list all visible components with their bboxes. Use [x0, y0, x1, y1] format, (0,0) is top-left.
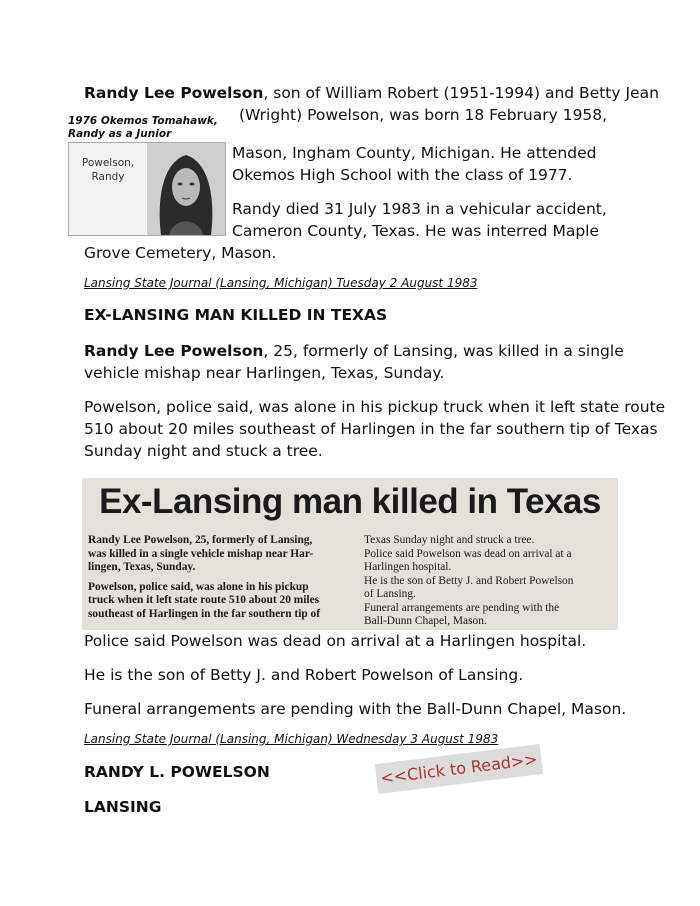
article-source-2: Lansing State Journal (Lansing, Michigan) Wednesday 3 August 1983 — [84, 732, 499, 746]
newspaper-clipping — [82, 478, 618, 630]
article1-p2-line1: Powelson, police said, was alone in his pickup truck when it left state route — [84, 398, 666, 416]
article1-p1-line2: vehicle mishap near Harlingen, Texas, Sunday. — [84, 364, 445, 382]
photo-caption: 1976 Okemos Tomahawk, Randy as a Junior — [68, 115, 218, 140]
yearbook-name-card: Powelson, Randy — [69, 143, 147, 235]
clipping-line: of Lansing. — [364, 588, 416, 600]
intro-line-5: Randy died 31 July 1983 in a vehicular accident, — [232, 200, 607, 218]
article-heading-location: LANSING — [84, 798, 162, 816]
article1-p2-line3: Sunday night and stuck a tree. — [84, 442, 323, 460]
portrait-image — [147, 143, 225, 235]
clipping-line: truck when it left state route 510 about 20 miles — [88, 594, 320, 606]
clipping-line: He is the son of Betty J. and Robert Powelson — [364, 574, 574, 587]
article1-p3: Police said Powelson was dead on arrival at a Harlingen hospital. — [84, 632, 587, 650]
intro-line-3: Mason, Ingham County, Michigan. He attended — [232, 144, 597, 162]
clipping-line: lingen, Texas, Sunday. — [88, 561, 196, 573]
clipping-headline: Ex-Lansing man killed in Texas — [99, 482, 601, 521]
article1-p2-line2: 510 about 20 miles southeast of Harlingen in the far southern tip of Texas — [84, 420, 658, 438]
intro-line-7: Grove Cemetery, Mason. — [84, 244, 277, 262]
clipping-line: southeast of Harlingen in the far southern tip of — [88, 607, 321, 620]
yearbook-photo — [68, 142, 226, 236]
clipping-column-1 — [88, 534, 356, 621]
clipping-line: Harlingen hospital. — [364, 561, 452, 573]
clipping-line: Texas Sunday night and struck a tree. — [364, 534, 535, 546]
intro-line-6: Cameron County, Texas. He was interred Maple — [232, 222, 600, 240]
clipping-line: Ball-Dunn Chapel, Mason. — [364, 615, 487, 627]
article-headline-1: EX-LANSING MAN KILLED IN TEXAS — [84, 306, 388, 324]
article1-p4: He is the son of Betty J. and Robert Powelson of Lansing. — [84, 666, 524, 684]
article1-p1-line1: Randy Lee Powelson, 25, formerly of Lansing, was killed in a single — [84, 342, 624, 360]
clipping-line: Powelson, police said, was alone in his pickup — [88, 580, 309, 593]
clipping-column-2 — [364, 534, 614, 629]
clipping-line: Randy Lee Powelson, 25, formerly of Lansing, — [88, 534, 313, 546]
intro-line-2: (Wright) Powelson, was born 18 February 1958, — [239, 106, 608, 124]
click-to-read-button[interactable]: <<Click to Read>> — [375, 744, 543, 794]
article1-p5: Funeral arrangements are pending with the Ball-Dunn Chapel, Mason. — [84, 700, 627, 718]
intro-line-4: Okemos High School with the class of 1977. — [232, 166, 573, 184]
clipping-line: was killed in a single vehicle mishap near Har- — [88, 547, 314, 560]
clipping-line: Funeral arrangements are pending with the — [364, 601, 560, 614]
clipping-line: Police said Powelson was dead on arrival at a — [364, 547, 572, 560]
subject-name: Randy Lee Powelson — [84, 84, 264, 102]
article-source-1: Lansing State Journal (Lansing, Michigan) Tuesday 2 August 1983 — [84, 276, 478, 290]
article-heading-name: RANDY L. POWELSON — [84, 763, 270, 781]
intro-line-1: Randy Lee Powelson, son of William Robert (1951-1994) and Betty Jean — [84, 84, 659, 102]
